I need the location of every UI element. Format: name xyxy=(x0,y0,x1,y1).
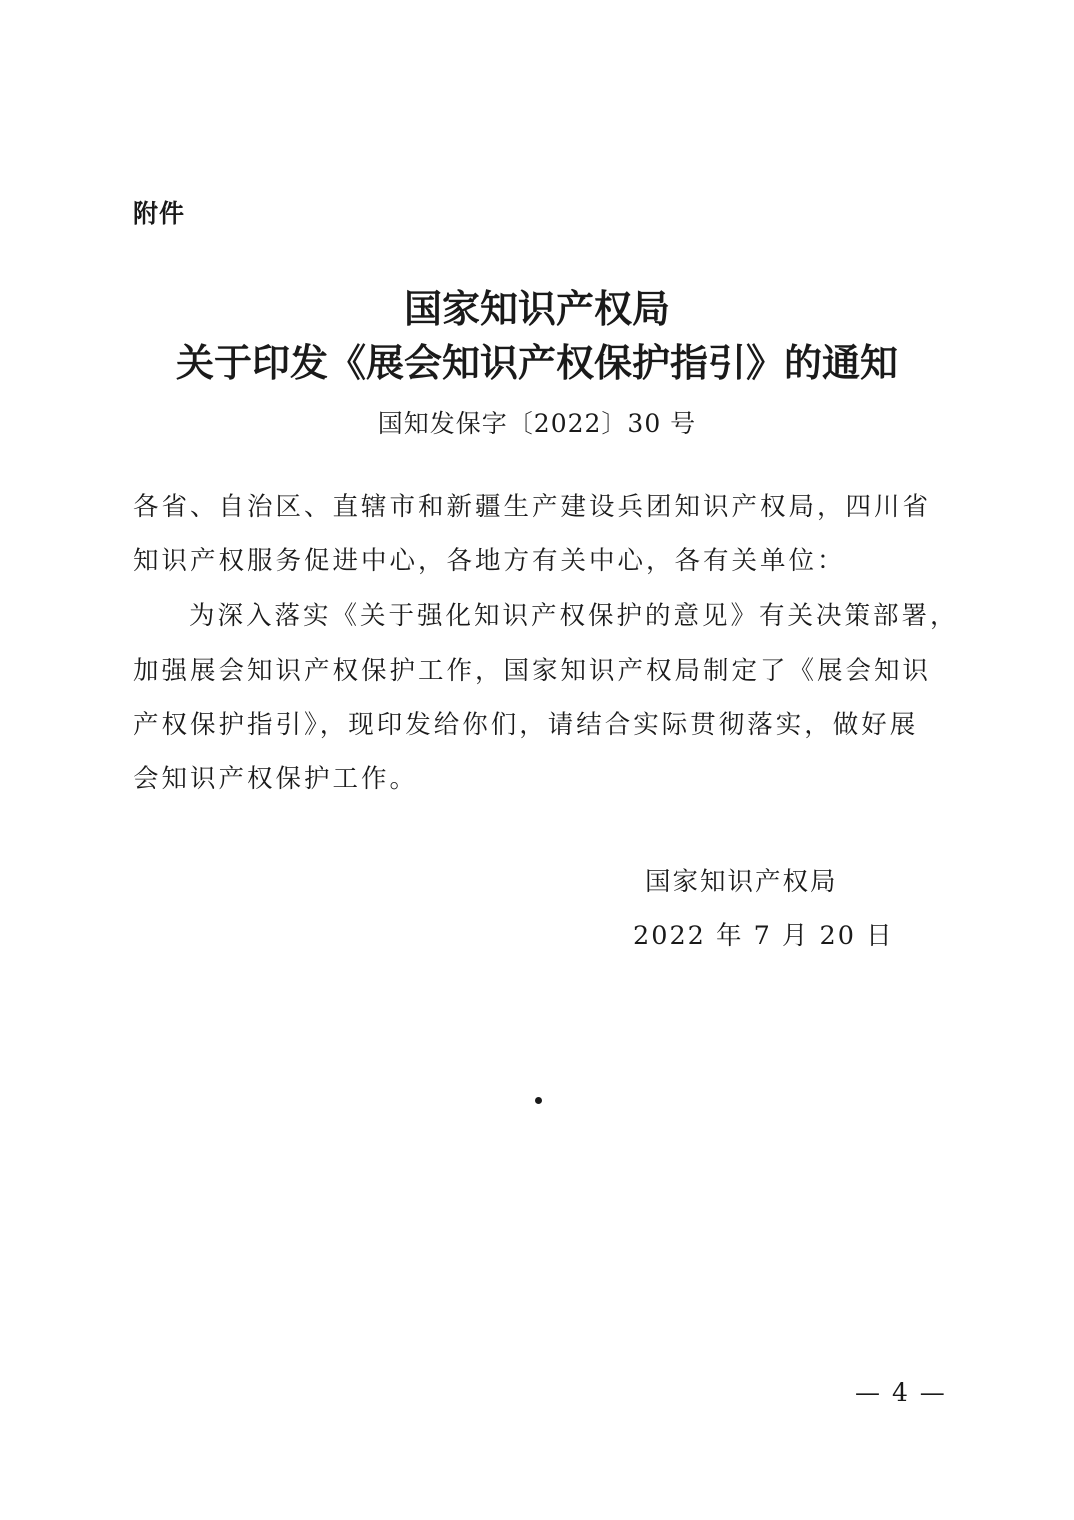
body-line-1-text: 为深入落实《关于强化知识产权保护的意见》有关决策部署， xyxy=(189,601,959,631)
signature-date: 2022 年 7 月 20 日 xyxy=(633,921,894,951)
title-line-1: 国家知识产权局 xyxy=(403,286,670,331)
recipients-line-2 xyxy=(133,541,943,577)
signature-organization: 国家知识产权局 xyxy=(645,867,838,897)
body-line-3 xyxy=(133,705,943,741)
title-line-2: 关于印发《展会知识产权保护指引》的通知 xyxy=(175,340,898,385)
body-line-3-text: 产权保护指引》，现印发给你们，请结合实际贯彻落实，做好展 xyxy=(133,710,919,740)
center-dot-mark xyxy=(535,1097,542,1104)
body-line-1 xyxy=(189,596,999,632)
recipients-line-2-text: 知识产权服务促进中心，各地方有关中心，各有关单位： xyxy=(133,546,846,576)
recipients-line-1-text: 各省、自治区、直辖市和新疆生产建设兵团知识产权局，四川省 xyxy=(133,492,932,522)
body-line-2 xyxy=(133,651,943,687)
body-line-4-text: 会知识产权保护工作。 xyxy=(133,764,419,794)
document-number: 国知发保字〔2022〕30 号 xyxy=(377,409,697,438)
recipients-line-1 xyxy=(133,487,943,523)
body-line-4 xyxy=(133,759,943,795)
body-line-2-text: 加强展会知识产权保护工作，国家知识产权局制定了《展会知识 xyxy=(133,656,932,686)
attachment-label: 附件 xyxy=(133,199,186,228)
page-number: — 4 — xyxy=(855,1378,947,1407)
